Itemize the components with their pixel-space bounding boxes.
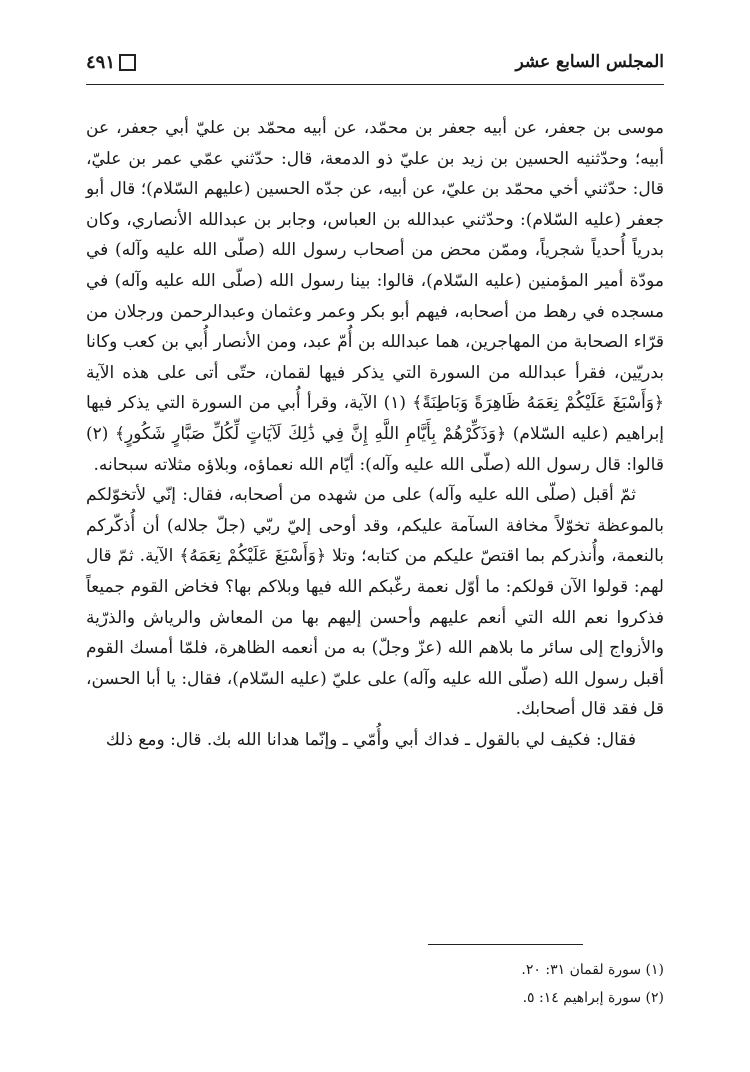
page-number-text: ٤٩١ xyxy=(86,51,116,73)
footnote-1: (١) سورة لقمان ٣١: ٢٠. xyxy=(521,962,664,978)
page-number xyxy=(86,52,136,73)
paragraph-2: ثمّ أقبل (صلّى الله عليه وآله) على من شهده من أصحابه، فقال: إنّي لأتخوّلكم بالموعظة تخوّلاً مخافة السآمة عليكم، وقد أوحى إليّ ربّي (جلّ جلاله) أن أُذكّركم بالنعمة، وأُنذركم بما اقتصّ عليكم من كتابه؛ وتلا ﴿وَأَسْبَغَ عَلَيْكُمْ نِعَمَهُ﴾ الآية. ثمّ قال لهم: قولوا الآن قولكم: ما أوّل نعمة رغّبكم الله فيها وبلاكم بها؟ فخاض القوم جميعاً فذكروا نعم الله التي أنعم عليهم وأحسن إليهم بها من المعاش والرياش والذرّية والأزواج إلى سائر ما بلاهم الله (عزّ وجلّ) به من أنعمه الظاهرة، فلمّا أمسك القوم أقبل رسول الله (صلّى الله عليه وآله) على عليّ (عليه السّلام)، فقال: يا أبا الحسن، قل فقد قال أصحابك. xyxy=(86,485,664,720)
footnote-2: (٢) سورة إبراهيم ١٤: ٥. xyxy=(522,990,664,1006)
paragraph-1: موسى بن جعفر، عن أبيه جعفر بن محمّد، عن أبيه محمّد بن عليّ أبي جعفر، عن أبيه؛ وحدّثنيه الحسين بن زيد بن عليّ ذو الدمعة، قال: حدّثني عمّي عمر بن عليّ، قال: حدّثني أخي محمّد بن عليّ، عن أبيه، عن جدّه الحسين (عليهم السّلام)؛ قال أبو جعفر (عليه السّلام): وحدّثني عبدالله بن العباس، وجابر بن عبدالله الأنصاري، وكان بدرياً أُحدياً شجرياً، وممّن محض من أصحاب رسول الله (صلّى الله عليه وآله) في مودّة أمير المؤمنين (عليه السّلام)، قالوا: بينا رسول الله (صلّى الله عليه وآله) في مسجده في رهط من أصحابه، فيهم أبو بكر وعمر وعثمان وعبدالرحمن ورجلان من قرّاء الصحابة من المهاجرين، هما عبدالله بن أُمّ عبد، ومن الأنصار أُبي بن كعب وكانا بدريّين، فقرأ عبدالله من السورة التي يذكر فيها لقمان، حتّى أتى على هذه الآية ﴿وَأَسْبَغَ عَلَيْكُمْ نِعَمَهُ ظَاهِرَةً وَبَاطِنَةً﴾ (١) الآية، وقرأ أُبي من السورة التي يذكر فيها إبراهيم (عليه السّلام) ﴿وَذَكِّرْهُمْ بِأَيَّامِ اللَّهِ إِنَّ فِي ذَٰلِكَ لَآيَاتٍ لِّكُلِّ صَبَّارٍ شَكُورٍ﴾ (٢) قالوا: قال رسول الله (صلّى الله عليه وآله): أيّام الله نعماؤه، وبلاؤه مثلاته سبحانه. xyxy=(86,118,664,475)
footnotes xyxy=(86,956,664,1012)
main-text xyxy=(86,113,664,755)
square-ornament-icon xyxy=(119,54,136,71)
page-header xyxy=(86,40,664,85)
footnote-divider xyxy=(428,944,583,945)
running-title: المجلس السابع عشر xyxy=(515,52,664,72)
paragraph-3: فقال: فكيف لي بالقول ـ فداك أبي وأُمّي ـ وإنّما هدانا الله بك. قال: ومع ذلك xyxy=(105,729,636,750)
